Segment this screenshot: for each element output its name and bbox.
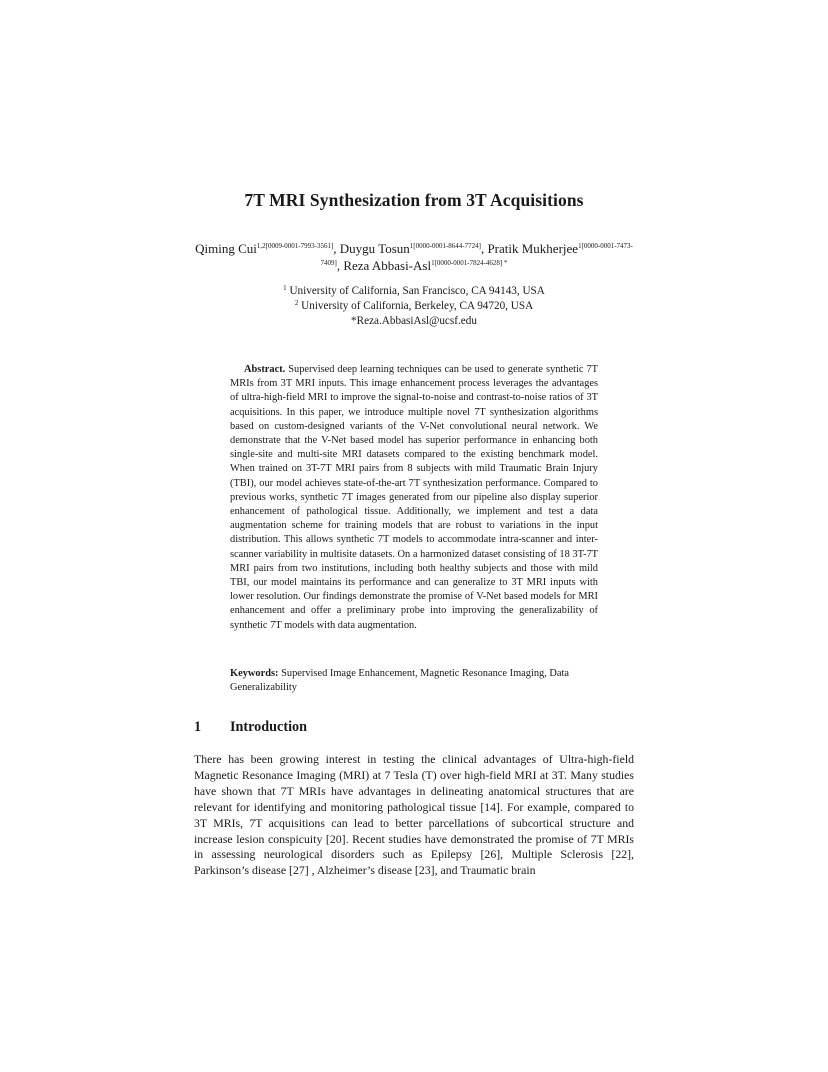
author-name: Pratik Mukherjee xyxy=(487,241,579,256)
paper-title: 7T MRI Synthesization from 3T Acquisitions xyxy=(244,190,584,210)
author-separator: , xyxy=(480,241,488,256)
affiliation-text: University of California, San Francisco, CA 94143, USA xyxy=(289,285,545,297)
author-affiliation-mark: 1[0000-0001-7473-7409] xyxy=(320,242,633,267)
abstract-text: Supervised deep learning techniques can be used to generate synthetic 7T MRIs from 3T MRI inputs. This image enhancement process leverages the advantages of ultra-high-field MRI to improve the signal-to-noise and contrast-to-noise ratios of 3T acquisitions. In this paper, we introduce multiple novel 7T synthesization algorithms based on custom-designed variants of the V-Net convolutional neural network. We demonstrate that the V-Net based model has superior performance in enhancing both single-site and multi-site MRI datasets compared to the existing benchmark model. When trained on 3T-7T MRI pairs from 8 subjects with mild Traumatic Brain Injury (TBI), our model achieves state-of-the-art 7T synthesization performance. Compared to previous works, synthetic 7T images generated from our pipeline also display superior enhancement of pathological tissue. Additionally, we implement and test a data augmentation scheme for training models that are robust to variations in the input distribution. This allows synthetic 7T models to accommodate intra-scanner and inter-scanner variability in multisite datasets. On a harmonized dataset consisting of 18 3T-7T MRI pairs from two institutions, including both healthy subjects and those with mild TBI, our model maintains its performance and can generalize to 3T MRI inputs with lower resolution. Our findings demonstrate the promise of V-Net based models for MRI enhancement and offer a preliminary probe into improving the generalizability of synthetic 7T models with data augmentation. xyxy=(230,364,598,631)
author-name: Qiming Cui xyxy=(195,241,257,256)
author-name: Duygu Tosun xyxy=(339,241,410,256)
affiliations-block xyxy=(190,284,638,329)
abstract xyxy=(230,363,598,633)
keywords-label: Keywords: xyxy=(230,668,279,679)
author-list xyxy=(190,240,638,274)
affiliation-line xyxy=(190,299,638,314)
affiliation-line xyxy=(190,284,638,299)
author-name: Reza Abbasi-Asl xyxy=(343,258,432,273)
introduction-paragraph: There has been growing interest in testing the clinical advantages of Ultra-high-field Magnetic Resonance Imaging (MRI) at 7 Tesla (T) over high-field MRI at 3T. Many studies have shown that 7T MRIs have advantages in delineating anatomical structures that are relevant for identifying and monitoring pathological tissue [14]. For example, compared to 3T MRIs, 7T acquisitions can lead to better parcellations of subcortical structure and increase lesion conspicuity [20]. Recent studies have demonstrated the promise of 7T MRIs in assessing neurological disorders such as Epilepsy [26], Multiple Sclerosis [22], Parkinson’s disease [27] , Alzheimer’s disease [23], and Traumatic brain xyxy=(194,752,634,878)
author-separator: , xyxy=(333,241,340,256)
author-affiliation-mark: 1,2[0009-0001-7993-3561] xyxy=(256,242,334,250)
keywords-text: Supervised Image Enhancement, Magnetic Resonance Imaging, Data Generalizability xyxy=(230,668,570,694)
corresponding-email: *Reza.AbbasiAsl@ucsf.edu xyxy=(351,315,477,327)
section-heading xyxy=(194,719,307,736)
section-title: Introduction xyxy=(230,719,307,735)
affiliation-mark: 2 xyxy=(294,299,299,307)
author-affiliation-mark: 1[0000-0001-7824-4628] * xyxy=(431,259,508,267)
author-affiliation-mark: 1[0000-0001-8644-7724] xyxy=(409,242,481,250)
abstract-label: Abstract. xyxy=(244,364,286,375)
affiliation-mark: 1 xyxy=(283,284,287,292)
keywords xyxy=(230,667,598,695)
affiliation-text: University of California, Berkeley, CA 94720, USA xyxy=(301,300,534,312)
section-number: 1 xyxy=(194,719,202,735)
author-separator: , xyxy=(336,258,344,273)
